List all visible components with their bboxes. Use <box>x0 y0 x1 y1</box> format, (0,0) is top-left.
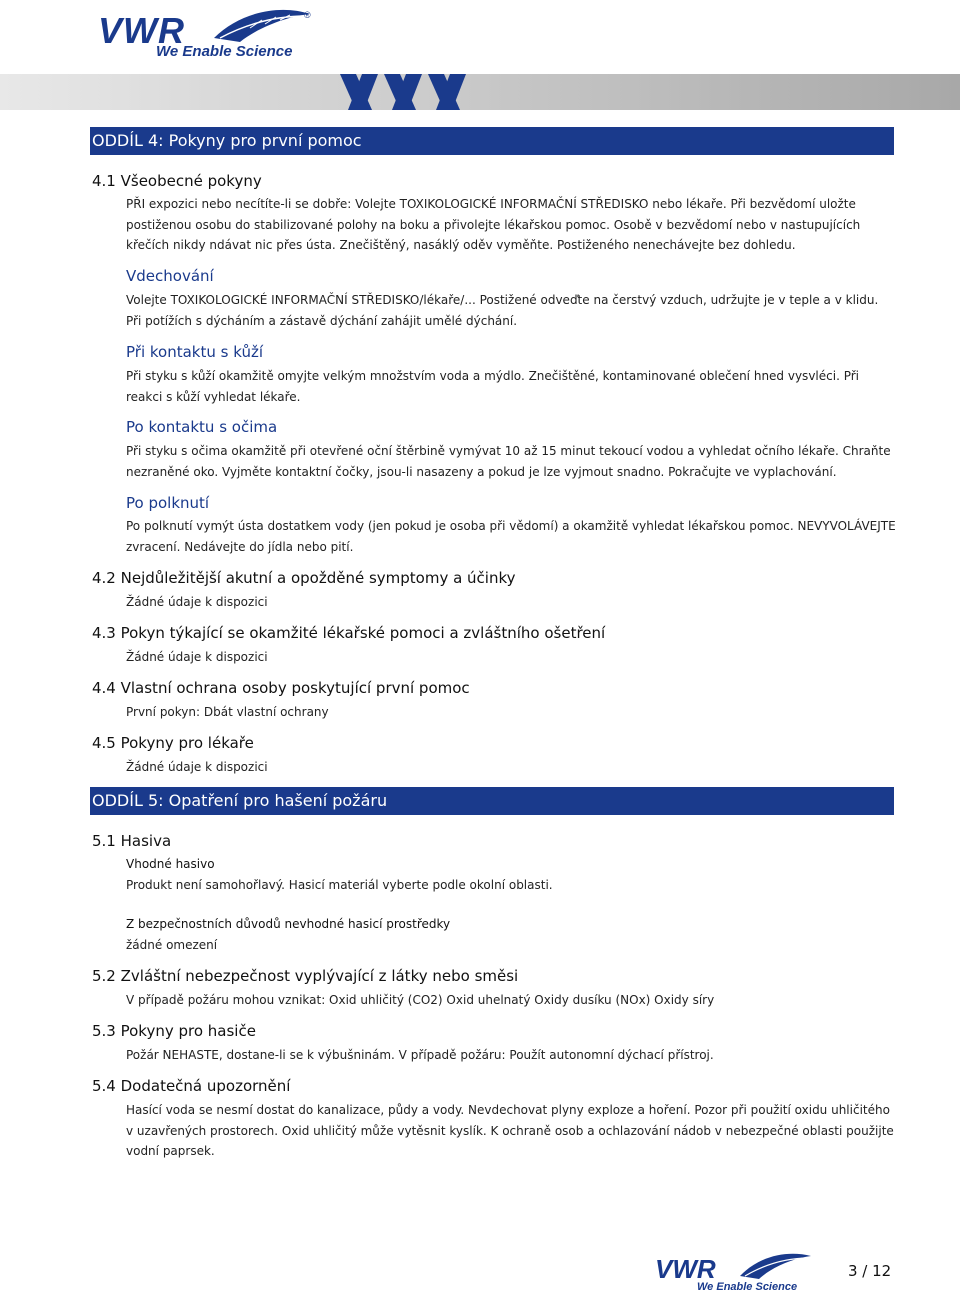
text-4-5: Žádné údaje k dispozici <box>126 760 268 774</box>
vwr-logo <box>98 8 318 60</box>
footer-logo-tagline: We Enable Science <box>697 1281 798 1293</box>
heading-4-5: 4.5 Pokyny pro lékaře <box>92 734 254 752</box>
heading-5-1: 5.1 Hasiva <box>92 832 172 850</box>
heading-5-3: 5.3 Pokyny pro hasiče <box>92 1022 256 1040</box>
text-4-4: První pokyn: Dbát vlastní ochrany <box>126 705 329 719</box>
footer-logo-wordmark: VWR <box>655 1254 716 1284</box>
text-ingestion: Po polknutí vymýt ústa dostatkem vody (jen pokud je osoba při vědomí) a okamžitě vyhledat lékařskou pomoc. NEVYVOLÁVEJTE zvracení. Nedávejte do jídla nebo pití. <box>126 519 896 554</box>
heading-4-2: 4.2 Nejdůležitější akutní a opožděné symptomy a účinky <box>92 569 516 587</box>
heading-unsuitable-media: Z bezpečnostních důvodů nevhodné hasicí prostředky <box>126 917 451 931</box>
text-inhalation: Volejte TOXIKOLOGICKÉ INFORMAČNÍ STŘEDISKO/lékaře/... Postižené odveďte na čerstvý vzduch, udržujte je v teple a v klidu. Při potížích s dýcháním a zástavě dýchání zahájit umělé dýchání. <box>126 293 879 328</box>
page-header <box>0 0 960 115</box>
text-eye-contact: Při styku s očima okamžitě při otevřené oční štěrbině vymývat 10 až 15 minut tekoucí vodou a vyhledat očního lékaře. Chraňte nezraněné oko. Vyjměte kontaktní čočky, jsou-li nasazeny a pokud je lze vyjmout snadno. Pokračujte ve vyplachování. <box>126 444 891 479</box>
text-4-1: PŘI expozici nebo necítíte-li se dobře: Volejte TOXIKOLOGICKÉ INFORMAČNÍ STŘEDISKO nebo lékaře. Při bezvědomí uložte postiženou osobu do stabilizované polohy na boku a přivolejte lékařskou pomoc. Osobě v bezvědomí nebo v nastupujících křečích nikdy ndávat nic přes ústa. Znečištěný, nasáklý oděv vyměňte. Postiženého nenechávejte bez dohledu. <box>126 197 861 252</box>
text-5-2: V případě požáru mohou vznikat: Oxid uhličitý (CO2) Oxid uhelnatý Oxidy dusíku (NOx) Oxidy síry <box>126 993 715 1007</box>
logo-wordmark: VWR <box>98 10 185 51</box>
heading-suitable-media: Vhodné hasivo <box>126 857 215 871</box>
registered-mark: ® <box>304 10 311 20</box>
page-number: 3 / 12 <box>848 1262 892 1280</box>
text-4-2: Žádné údaje k dispozici <box>126 595 268 609</box>
logo-tagline: We Enable Science <box>156 43 293 60</box>
heading-4-1: 4.1 Všeobecné pokyny <box>92 172 262 190</box>
heading-5-4: 5.4 Dodatečná upozornění <box>92 1077 291 1095</box>
section-4-title: ODDÍL 4: Pokyny pro první pomoc <box>90 127 894 155</box>
heading-ingestion: Po polknutí <box>126 494 210 512</box>
heading-4-3: 4.3 Pokyn týkající se okamžité lékařské pomoci a zvláštního ošetření <box>92 624 606 642</box>
footer-logo <box>655 1252 815 1296</box>
text-skin-contact: Při styku s kůží okamžitě omyjte velkým množstvím voda a mýdlo. Znečištěné, kontaminované oblečení hned vysvléci. Při reakci s kůží vyhledat lékaře. <box>126 369 859 404</box>
text-4-3: Žádné údaje k dispozici <box>126 650 268 664</box>
heading-eye-contact: Po kontaktu s očima <box>126 418 278 436</box>
heading-4-4: 4.4 Vlastní ochrana osoby poskytující první pomoc <box>92 679 470 697</box>
heading-skin-contact: Při kontaktu s kůží <box>126 343 263 361</box>
header-band <box>0 74 960 110</box>
footer-leaf-logo-icon <box>737 1252 815 1280</box>
heading-5-2: 5.2 Zvláštní nebezpečnost vyplývající z látky nebo směsi <box>92 967 519 985</box>
section-5-title: ODDÍL 5: Opatření pro hašení požáru <box>90 787 894 815</box>
text-unsuitable-media: žádné omezení <box>126 938 218 952</box>
heading-inhalation: Vdechování <box>126 267 214 285</box>
text-5-4: Hasící voda se nesmí dostat do kanalizace, půdy a vody. Nevdechovat plyny exploze a hoření. Pozor při použití oxidu uhličitého v uzavřených prostorech. Oxid uhličitý může vytěsnit kyslík. K ochraně osob a ochlazování nádob v nebezpečné oblasti použijte vodní paprsek. <box>126 1103 894 1158</box>
text-5-3: Požár NEHASTE, dostane-li se k výbušninám. V případě požáru: Použít autonomní dýchací přístroj. <box>126 1048 714 1062</box>
text-suitable-media: Produkt není samohořlavý. Hasicí materiál vyberte podle okolní oblasti. <box>126 878 553 892</box>
